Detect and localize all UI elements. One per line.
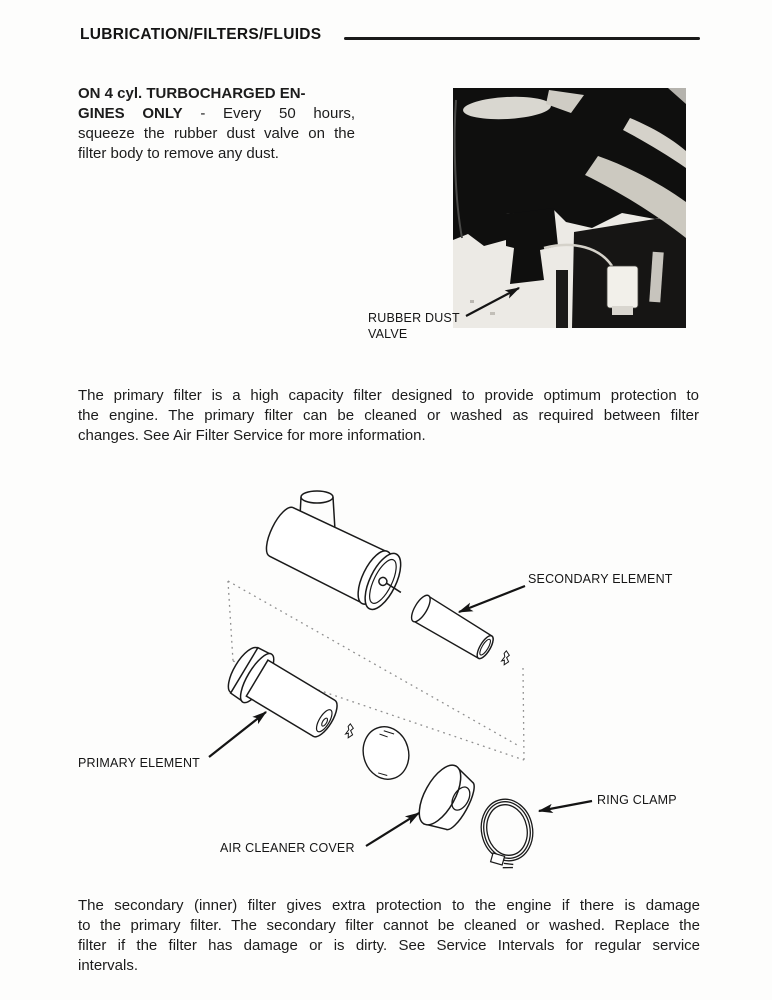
- intro-paragraph: ON 4 cyl. TURBOCHARGED EN- GINES ONLY - Every 50 hours, squeeze the rubber dust valve on the filter body to remove any dust.: [78, 85, 356, 162]
- rubber-dust-valve-label: RUBBER DUST VALVE: [368, 311, 460, 341]
- baffle-disc: [357, 721, 415, 784]
- page-title: LUBRICATION/FILTERS/FLUIDS: [80, 26, 322, 43]
- secondary-element-arrow: [459, 586, 525, 612]
- engine-photo: [453, 88, 686, 328]
- air-cleaner-cover-part: [411, 759, 482, 839]
- sensor-shape: [607, 266, 638, 308]
- ring-clamp-part: [476, 794, 540, 872]
- ring-clamp-label: RING CLAMP: [597, 793, 677, 807]
- primary-element-label: PRIMARY ELEMENT: [78, 756, 201, 770]
- intro-bold-lead-2: GINES ONLY: [78, 105, 183, 122]
- air-cleaner-cover-label: AIR CLEANER COVER: [220, 841, 355, 855]
- primary-element-arrow: [209, 712, 266, 757]
- air-cleaner-housing: [259, 500, 415, 618]
- wing-nut: [501, 650, 511, 665]
- wing-nut: [345, 723, 355, 738]
- primary-element-part: [221, 641, 345, 746]
- air-cleaner-cover-arrow: [366, 813, 419, 846]
- ring-clamp-arrow: [539, 801, 592, 811]
- air-cleaner-diagram: [209, 491, 592, 872]
- secondary-filter-paragraph: The secondary (inner) filter gives extra protection to the engine if there is damage to the primary filter. The secondary filter cannot be cleaned or washed. Replace the filter if the filter has damage or is dirty. See Service Intervals for regular service intervals.: [78, 897, 700, 974]
- primary-filter-paragraph: The primary filter is a high capacity filter designed to provide optimum protection to the engine. The primary filter can be cleaned or washed as required between filter changes. See Air Filter Service for more information.: [78, 387, 699, 444]
- intro-bold-lead: ON 4 cyl. TURBOCHARGED EN-: [78, 85, 306, 102]
- secondary-element-label: SECONDARY ELEMENT: [528, 572, 673, 586]
